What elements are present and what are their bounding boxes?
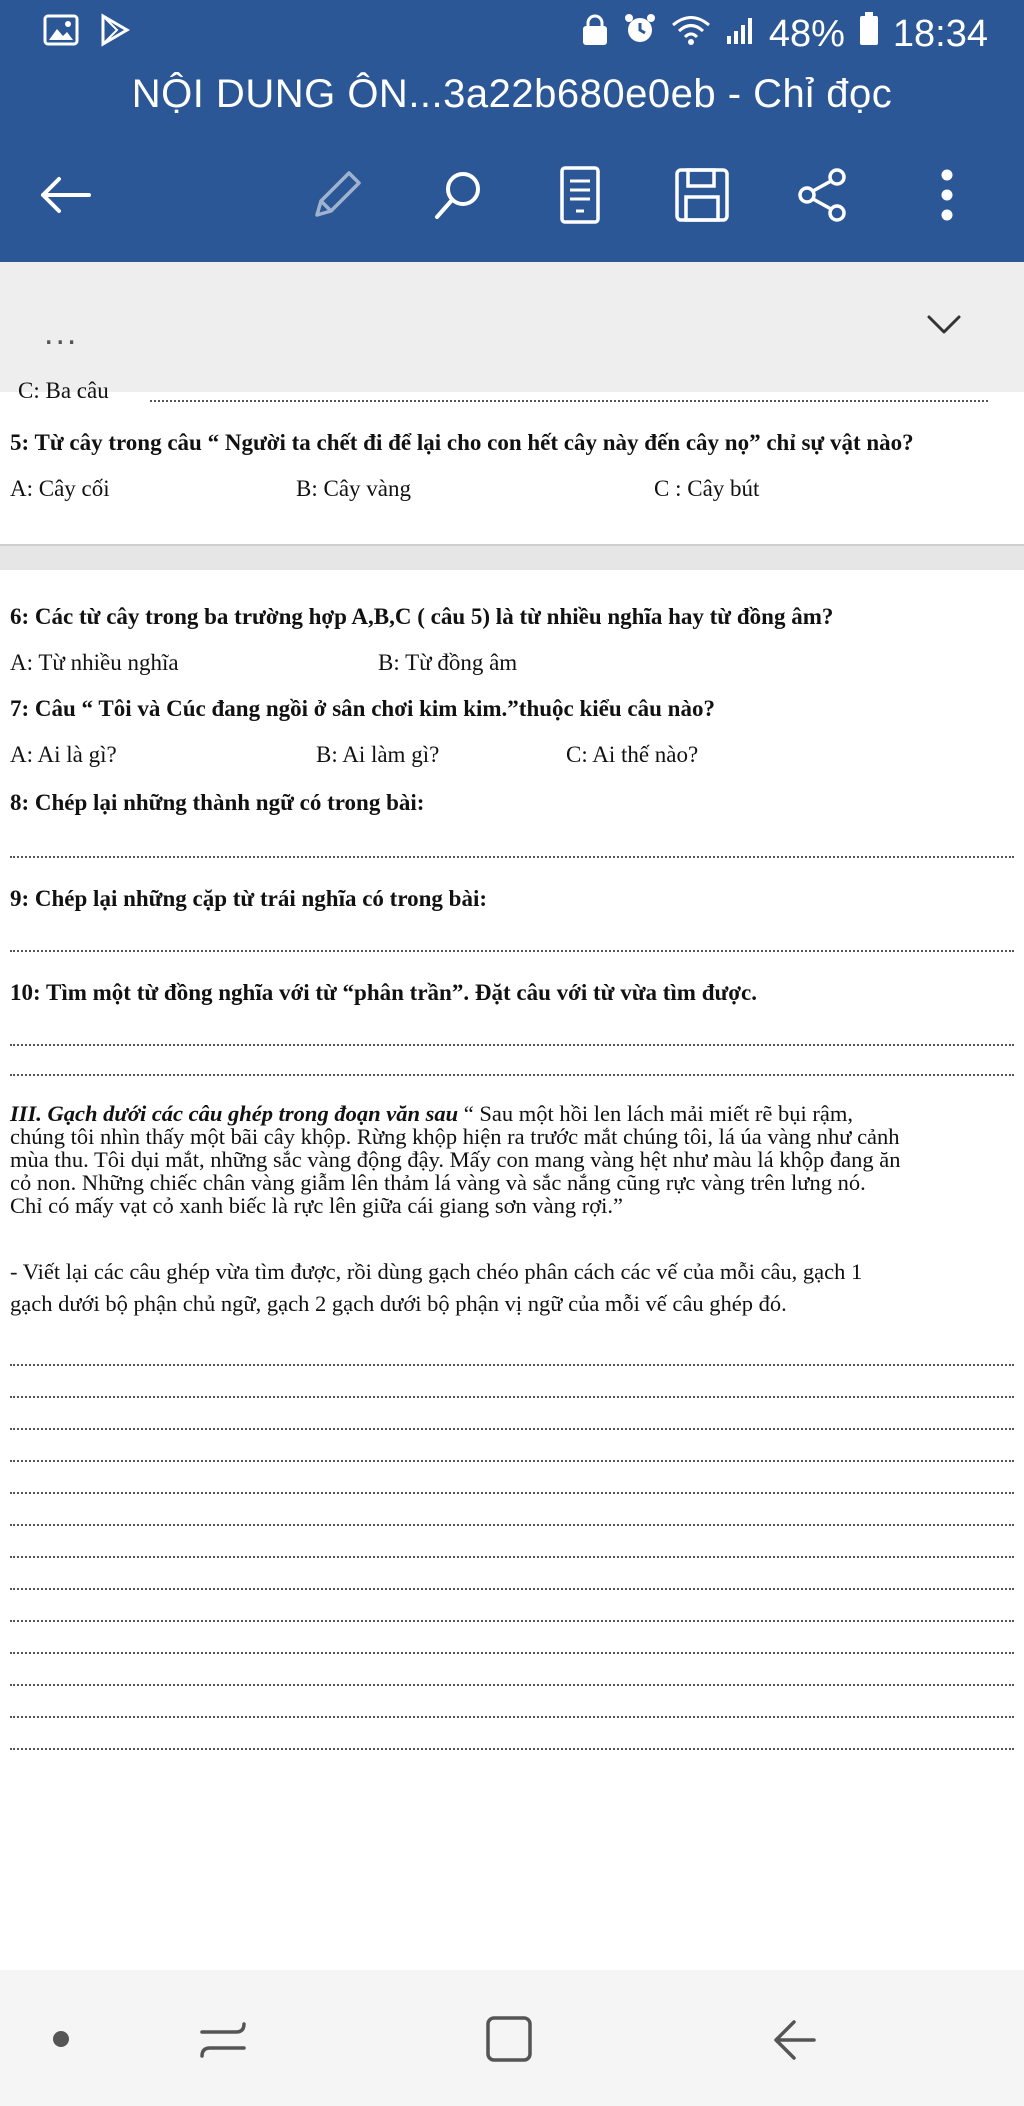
section-3-line-2: chúng tôi nhìn thấy một bãi cây khộp. Rừng khộp hiện ra trước mắt chúng tôi, lá úa vàng như cảnh	[10, 1124, 900, 1149]
answer-line	[10, 1748, 1014, 1750]
q7-option-b: B: Ai làm gì?	[316, 742, 440, 767]
gallery-notification-icon	[44, 15, 78, 50]
search-button[interactable]	[424, 160, 494, 230]
document-title: NỘI DUNG ÔN...3a22b680e0eb - Chỉ đọc	[131, 72, 893, 116]
reading-view-icon	[558, 165, 602, 225]
instruction-line-2: gạch dưới bộ phận chủ ngữ, gạch 2 gạch dưới bộ phận vị ngữ của mỗi vế câu ghép đó.	[10, 1291, 787, 1316]
toolbar	[0, 160, 1024, 230]
document-page-1	[0, 378, 1024, 544]
q7-option-a: A: Ai là gì?	[10, 742, 117, 767]
q5-option-b: B: Cây vàng	[296, 476, 411, 501]
back-nav-icon	[770, 2014, 820, 2064]
section-3-line-5: Chỉ có mấy vạt cỏ xanh biếc là rực lên giữa cái giang sơn vàng rợi.”	[10, 1193, 623, 1218]
status-bar	[0, 0, 1024, 75]
answer-line	[10, 1074, 1014, 1076]
q5-option-a: A: Cây cối	[10, 476, 110, 501]
question-7: 7: Câu “ Tôi và Cúc đang ngồi ở sân chơi kim kim.”thuộc kiểu câu nào?	[10, 696, 715, 721]
back-nav-button[interactable]	[760, 2004, 830, 2074]
battery-percent: 48%	[768, 12, 845, 55]
answer-line	[10, 1428, 1014, 1430]
share-button[interactable]	[788, 160, 858, 230]
answer-line	[10, 1556, 1014, 1558]
clock-time: 18:34	[892, 12, 988, 55]
back-button[interactable]	[30, 160, 100, 230]
answer-line	[10, 1716, 1014, 1718]
answer-line	[10, 1588, 1014, 1590]
app-header	[0, 0, 1024, 262]
answer-line	[10, 1524, 1014, 1526]
search-icon	[431, 167, 487, 223]
q6-option-b: B: Từ đồng âm	[378, 650, 518, 675]
section-3-line-1: III. Gạch dưới các câu ghép trong đoạn văn sau “ Sau một hồi len lách mải miết rẽ bụi rậm,	[10, 1101, 854, 1126]
q5-option-c: C : Cây bút	[654, 476, 760, 501]
question-6: 6: Các từ cây trong ba trường hợp A,B,C ( câu 5) là từ nhiều nghĩa hay từ đồng âm?	[10, 604, 834, 629]
answer-line	[10, 1684, 1014, 1686]
edit-button[interactable]	[302, 160, 372, 230]
question-10: 10: Tìm một từ đồng nghĩa với từ “phân trần”. Đặt câu với từ vừa tìm được.	[10, 980, 757, 1005]
answer-line	[10, 1044, 1014, 1046]
signal-icon	[725, 13, 755, 56]
q6-option-a: A: Từ nhiều nghĩa	[10, 650, 179, 675]
reading-view-button[interactable]	[545, 160, 615, 230]
answer-line	[10, 1396, 1014, 1398]
question-8: 8: Chép lại những thành ngữ có trong bài:	[10, 790, 425, 815]
play-store-notification-icon	[100, 14, 130, 51]
section-3-line-4: cỏ non. Những chiếc chân vàng giẫm lên thảm lá vàng và sắc nắng cũng rực vàng trên lưng nó.	[10, 1170, 866, 1195]
question-9: 9: Chép lại những cặp từ trái nghĩa có trong bài:	[10, 886, 488, 911]
alarm-icon	[623, 12, 657, 56]
answer-line	[10, 1460, 1014, 1462]
share-icon	[795, 167, 851, 223]
section-3-title: III. Gạch dưới các câu ghép trong đoạn văn sau	[10, 1101, 459, 1126]
q7-option-c: C: Ai thế nào?	[566, 742, 699, 767]
ribbon-bar	[0, 262, 1024, 392]
question-5: 5: Từ cây trong câu “ Người ta chết đi để lại cho con hết cây này đến cây nọ” chỉ sự vật nào?	[10, 430, 914, 455]
expand-ribbon-button[interactable]	[926, 314, 962, 341]
answer-line	[10, 1652, 1014, 1654]
answer-line	[10, 1620, 1014, 1622]
section-3-line-3: mùa thu. Tôi dụi mắt, những sắc vàng động đậy. Mấy con mang vàng hệt như màu lá khộp đang ăn	[10, 1147, 901, 1172]
more-options-button[interactable]	[912, 160, 982, 230]
more-vertical-icon	[939, 167, 955, 223]
instruction-paragraph	[10, 1256, 1020, 1320]
instruction-line-1: - Viết lại các câu ghép vừa tìm được, rồi dùng gạch chéo phân cách các vế của mỗi câu, gạch 1	[10, 1259, 863, 1284]
home-icon	[484, 2014, 534, 2064]
recent-apps-icon	[198, 2014, 248, 2064]
save-icon	[674, 167, 730, 223]
system-navigation-bar	[0, 1970, 1024, 2106]
recent-apps-button[interactable]	[188, 2004, 258, 2074]
back-arrow-icon	[37, 175, 93, 215]
pencil-icon	[309, 167, 365, 223]
home-button[interactable]	[474, 2004, 544, 2074]
lock-icon	[581, 13, 609, 56]
section-3-paragraph	[10, 1102, 1020, 1217]
chevron-down-icon	[926, 314, 962, 336]
save-button[interactable]	[667, 160, 737, 230]
battery-icon	[859, 12, 879, 56]
answer-line	[10, 950, 1014, 952]
answer-line	[10, 856, 1014, 858]
document-page-2	[0, 570, 1024, 1970]
answer-line	[10, 1364, 1014, 1366]
ribbon-more-button[interactable]: ...	[44, 314, 79, 352]
cut-off-line: C: Ba câu	[18, 378, 109, 403]
dot-icon	[51, 2029, 71, 2049]
wifi-icon	[671, 13, 711, 56]
answer-line	[10, 1492, 1014, 1494]
answer-line	[150, 400, 988, 402]
nav-dot-button[interactable]	[26, 2004, 96, 2074]
